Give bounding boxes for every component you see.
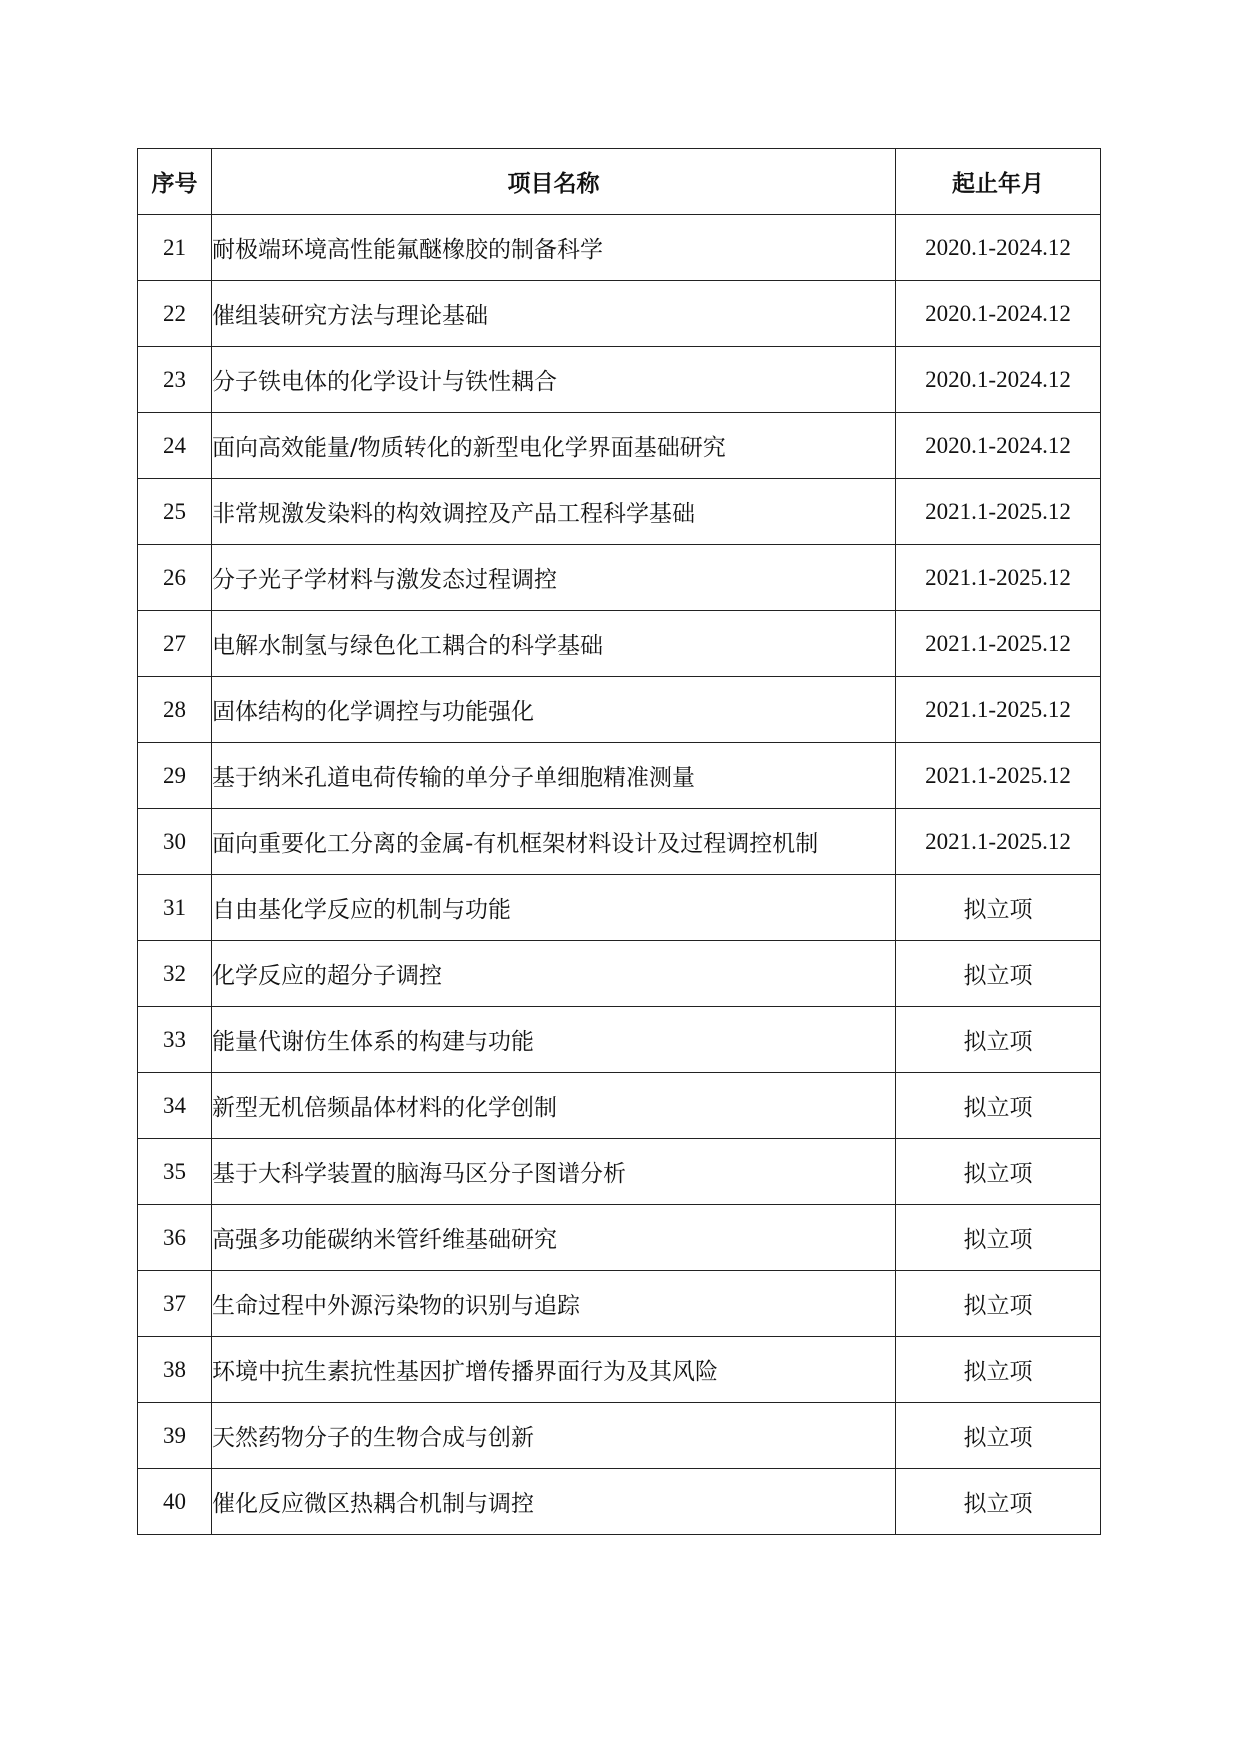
table-row — [138, 1271, 1101, 1337]
row-index: 23 — [138, 347, 212, 413]
row-index: 38 — [138, 1337, 212, 1403]
row-index: 26 — [138, 545, 212, 611]
row-period: 2020.1-2024.12 — [896, 281, 1101, 347]
row-index: 25 — [138, 479, 212, 545]
row-index: 27 — [138, 611, 212, 677]
row-project-name: 面向高效能量/物质转化的新型电化学界面基础研究 — [212, 413, 896, 479]
row-project-name: 分子铁电体的化学设计与铁性耦合 — [212, 347, 896, 413]
row-period: 2021.1-2025.12 — [896, 479, 1101, 545]
table-row — [138, 611, 1101, 677]
row-period: 2021.1-2025.12 — [896, 611, 1101, 677]
row-period: 拟立项 — [896, 1007, 1101, 1073]
row-index: 28 — [138, 677, 212, 743]
row-period: 拟立项 — [896, 1073, 1101, 1139]
row-project-name: 非常规激发染料的构效调控及产品工程科学基础 — [212, 479, 896, 545]
row-project-name: 基于大科学装置的脑海马区分子图谱分析 — [212, 1139, 896, 1205]
row-period: 2021.1-2025.12 — [896, 677, 1101, 743]
row-project-name: 环境中抗生素抗性基因扩增传播界面行为及其风险 — [212, 1337, 896, 1403]
table-row — [138, 875, 1101, 941]
table-row — [138, 941, 1101, 1007]
row-project-name: 自由基化学反应的机制与功能 — [212, 875, 896, 941]
table-row — [138, 1205, 1101, 1271]
project-table — [137, 148, 1101, 1535]
row-index: 35 — [138, 1139, 212, 1205]
table-row — [138, 809, 1101, 875]
row-project-name: 催化反应微区热耦合机制与调控 — [212, 1469, 896, 1535]
table-row — [138, 743, 1101, 809]
row-project-name: 高强多功能碳纳米管纤维基础研究 — [212, 1205, 896, 1271]
row-project-name: 电解水制氢与绿色化工耦合的科学基础 — [212, 611, 896, 677]
row-project-name: 催组装研究方法与理论基础 — [212, 281, 896, 347]
row-period: 2021.1-2025.12 — [896, 743, 1101, 809]
row-project-name: 生命过程中外源污染物的识别与追踪 — [212, 1271, 896, 1337]
row-period: 2020.1-2024.12 — [896, 215, 1101, 281]
row-project-name: 面向重要化工分离的金属-有机框架材料设计及过程调控机制 — [212, 809, 896, 875]
row-period: 拟立项 — [896, 941, 1101, 1007]
table-row — [138, 1139, 1101, 1205]
header-row — [138, 149, 1101, 215]
header-index: 序号 — [138, 149, 212, 215]
table-row — [138, 1469, 1101, 1535]
table-row — [138, 347, 1101, 413]
table-row — [138, 545, 1101, 611]
row-period: 拟立项 — [896, 1469, 1101, 1535]
row-period: 2020.1-2024.12 — [896, 347, 1101, 413]
row-index: 22 — [138, 281, 212, 347]
row-project-name: 化学反应的超分子调控 — [212, 941, 896, 1007]
row-project-name: 天然药物分子的生物合成与创新 — [212, 1403, 896, 1469]
table-row — [138, 281, 1101, 347]
header-name: 项目名称 — [212, 149, 896, 215]
row-period: 拟立项 — [896, 875, 1101, 941]
row-period: 拟立项 — [896, 1271, 1101, 1337]
table-body — [138, 215, 1101, 1535]
row-period: 2021.1-2025.12 — [896, 545, 1101, 611]
row-period: 2020.1-2024.12 — [896, 413, 1101, 479]
row-index: 30 — [138, 809, 212, 875]
table-header — [138, 149, 1101, 215]
row-index: 40 — [138, 1469, 212, 1535]
table-row — [138, 1337, 1101, 1403]
row-period: 2021.1-2025.12 — [896, 809, 1101, 875]
table-row — [138, 479, 1101, 545]
row-period: 拟立项 — [896, 1139, 1101, 1205]
row-period: 拟立项 — [896, 1205, 1101, 1271]
table-row — [138, 1073, 1101, 1139]
row-project-name: 耐极端环境高性能氟醚橡胶的制备科学 — [212, 215, 896, 281]
row-index: 31 — [138, 875, 212, 941]
row-index: 29 — [138, 743, 212, 809]
row-project-name: 能量代谢仿生体系的构建与功能 — [212, 1007, 896, 1073]
row-period: 拟立项 — [896, 1337, 1101, 1403]
row-project-name: 固体结构的化学调控与功能强化 — [212, 677, 896, 743]
row-index: 33 — [138, 1007, 212, 1073]
row-index: 21 — [138, 215, 212, 281]
row-index: 39 — [138, 1403, 212, 1469]
header-period: 起止年月 — [896, 149, 1101, 215]
row-project-name: 分子光子学材料与激发态过程调控 — [212, 545, 896, 611]
row-project-name: 新型无机倍频晶体材料的化学创制 — [212, 1073, 896, 1139]
table-row — [138, 1403, 1101, 1469]
table-row — [138, 413, 1101, 479]
table-row — [138, 1007, 1101, 1073]
row-index: 24 — [138, 413, 212, 479]
row-index: 32 — [138, 941, 212, 1007]
row-project-name: 基于纳米孔道电荷传输的单分子单细胞精准测量 — [212, 743, 896, 809]
table-row — [138, 215, 1101, 281]
row-index: 34 — [138, 1073, 212, 1139]
row-index: 36 — [138, 1205, 212, 1271]
table-row — [138, 677, 1101, 743]
row-index: 37 — [138, 1271, 212, 1337]
row-period: 拟立项 — [896, 1403, 1101, 1469]
